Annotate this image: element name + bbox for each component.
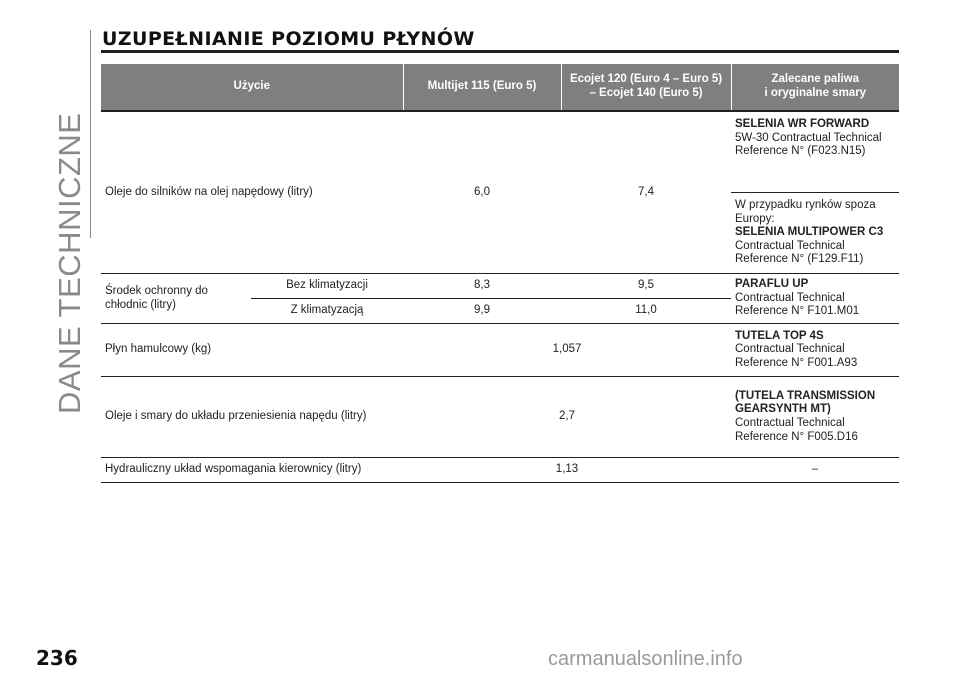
table-header-row [101, 64, 899, 111]
steering-label: Hydrauliczny układ wspomagania kierownicy (litry) [105, 463, 362, 476]
coolant-recommended [731, 274, 899, 324]
watermark: carmanualsonline.info [548, 648, 743, 670]
title-rule [101, 50, 899, 53]
engine-oil-label: Oleje do silników na olej napędowy (litry) [105, 185, 313, 198]
brake-rec-text: Contractual Technical Reference N° F001.A93 [735, 343, 858, 369]
engine-oil-rec2-text: Contractual Technical Reference N° (F129.F11) [735, 239, 864, 266]
engine-oil-rec2-intro: W przypadku rynków spoza Europy: [735, 199, 876, 225]
coolant-sub2-ecojet: 11,0 [561, 299, 731, 324]
coolant-rec-bold: PARAFLU UP [735, 278, 809, 291]
table-row-steering [101, 458, 899, 483]
coolant-sub2-multijet: 9,9 [403, 299, 561, 324]
coolant-sub1-multijet: 8,3 [403, 274, 561, 299]
engine-oil-rec1-text: 5W-30 Contractual Technical Reference N° (F023.N15) [735, 131, 882, 158]
header-recommended [731, 64, 899, 111]
page-title: UZUPEŁNIANIE POZIOMU PŁYNÓW [102, 28, 475, 50]
transmission-rec-bold: (TUTELA TRANSMISSION GEARSYNTH MT) [735, 389, 876, 416]
brake-recommended [731, 324, 899, 377]
section-tab-label: DANE TECHNICZNE [52, 112, 87, 414]
header-recommended-line1: Zalecane paliwa [771, 73, 860, 86]
header-usage: Użycie [101, 64, 403, 111]
engine-oil-rec2-bold: SELENIA MULTIPOWER C3 [735, 226, 884, 239]
engine-oil-multijet: 6,0 [474, 185, 490, 198]
steering-recommended: – [811, 463, 819, 476]
transmission-rec-text: Contractual Technical Reference N° F005.D16 [735, 417, 858, 443]
section-tab [52, 30, 88, 414]
transmission-label: Oleje i smary do układu przeniesienia napędu (litry) [105, 410, 367, 423]
coolant-sub1-ecojet: 9,5 [561, 274, 731, 299]
table-row-coolant-1 [101, 274, 899, 299]
brake-label: Płyn hamulcowy (kg) [105, 343, 212, 356]
header-ecojet: Ecojet 120 (Euro 4 – Euro 5) – Ecojet 140 (Euro 5) [561, 64, 731, 111]
engine-oil-rec1-bold: SELENIA WR FORWARD [735, 118, 870, 130]
header-recommended-line2: i oryginalne smary [764, 87, 867, 99]
coolant-label: Środek ochronny do chłodnic (litry) [101, 274, 251, 324]
engine-oil-ecojet: 7,4 [638, 185, 654, 198]
coolant-sub1-label: Bez klimatyzacji [251, 274, 403, 299]
steering-value: 1,13 [555, 463, 579, 476]
header-multijet: Multijet 115 (Euro 5) [403, 64, 561, 111]
fluids-table [101, 64, 899, 483]
brake-rec-bold: TUTELA TOP 4S [735, 329, 824, 342]
section-tab-divider [90, 30, 91, 238]
engine-oil-recommended [731, 111, 899, 274]
transmission-value: 2,7 [559, 410, 575, 423]
coolant-rec-text: Contractual Technical Reference N° F101.M01 [735, 291, 860, 318]
page-number: 236 [36, 646, 78, 670]
table-row-engine-oil [101, 111, 899, 274]
table-row-brake [101, 324, 899, 377]
coolant-sub2-label: Z klimatyzacją [251, 299, 403, 324]
brake-value: 1,057 [552, 343, 582, 356]
table-row-transmission [101, 377, 899, 458]
transmission-recommended [731, 377, 899, 458]
